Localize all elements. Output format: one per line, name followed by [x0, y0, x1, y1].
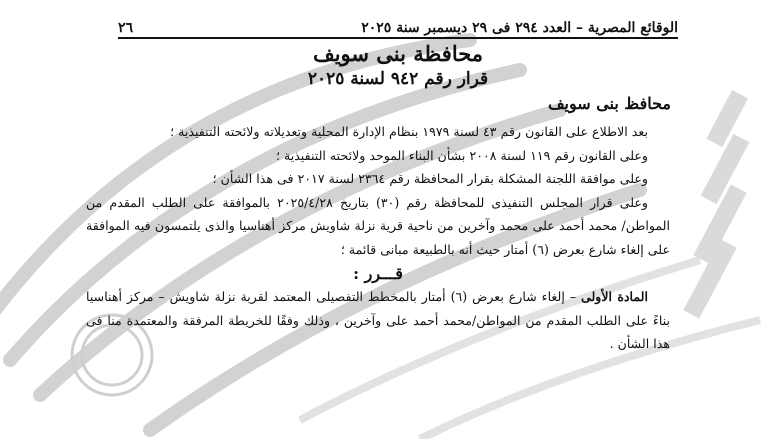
- preamble-paragraph: بعد الاطلاع على القانون رقم ٤٣ لسنة ١٩٧٩ بنظام الإدارة المحلية وتعديلاته ولائحته التنفيذية ؛: [170, 124, 648, 139]
- governorate-title: محافظة بنى سويف: [312, 41, 484, 66]
- preamble-paragraph: وعلى موافقة اللجنة المشكلة بقرار المحافظة رقم ٢٣٦٤ لسنة ٢٠١٧ فى هذا الشأن ؛: [212, 171, 648, 187]
- decree-body: [86, 120, 670, 356]
- preamble-paragraph: وعلى قرار المجلس التنفيذى للمحافظة رقم (٣٠) بتاريخ ٢٠٢٥/٤/٢٨ بالموافقة على الطلب المقدم من المواطن/ محمد أحمد على محمد وآخرين من ناحية قرية نزلة شاويش مركز أهناسيا والذى يلتمسون فيه الموافقة على إلغاء شارع بعرض (٦) أمتار حيث أنه بالطبيعة مبانى قائمة ؛: [86, 194, 670, 257]
- article-one-text: – إلغاء شارع بعرض (٦) أمتار بالمخطط التفصيلى المعتمد لقرية نزلة شاويش – مركز أهناسيا بناءً على الطلب المقدم من المواطن/محمد أحمد على وآخرين ، وذلك وفقًا للخريطة المرفقة والمعتمدة منا فى هذا الشأن .: [86, 289, 670, 352]
- page-number: ٢٦: [118, 20, 134, 36]
- issuer-line: محافظ بنى سويف: [547, 94, 671, 113]
- article-one-label: المادة الأولى: [580, 289, 649, 305]
- preamble-paragraph: وعلى القانون رقم ١١٩ لسنة ٢٠٠٨ بشأن البناء الموحد ولائحته التنفيذية ؛: [275, 147, 648, 163]
- decree-title: قرار رقم ٩٤٢ لسنة ٢٠٢٥: [307, 69, 489, 89]
- header-rule: [118, 37, 678, 39]
- article-one: [86, 285, 670, 356]
- running-title: الوقائع المصرية – العدد ٢٩٤ فى ٢٩ ديسمبر سنة ٢٠٢٥: [361, 20, 678, 36]
- page-header: [118, 12, 678, 36]
- decision-heading: قـــرر :: [353, 263, 403, 283]
